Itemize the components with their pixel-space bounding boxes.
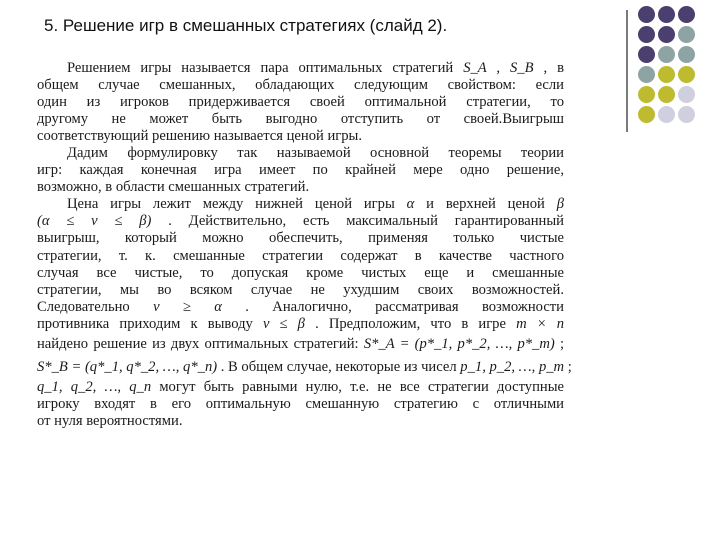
decor-dot: [638, 66, 655, 83]
math-formula: q_1, q_2, …, q_n: [37, 378, 152, 395]
title-divider: [626, 10, 628, 132]
text-segment: , в: [533, 60, 564, 76]
text-line: [37, 316, 564, 333]
math-formula: S_A , S_B: [463, 60, 534, 76]
text-line: [37, 413, 564, 430]
text-line: [37, 379, 564, 396]
text-line: [37, 77, 564, 94]
decor-dot: [638, 6, 655, 23]
text-line: [37, 299, 564, 316]
decor-dot: [678, 106, 695, 123]
math-formula: ν ≥ α: [153, 298, 222, 315]
math-formula: α: [406, 196, 415, 213]
text-segment: найдено решение из двух оптимальных стратегий:: [37, 335, 364, 352]
text-segment: Дадим формулировку так называемой основной теоремы теории: [67, 145, 564, 162]
text-line: [37, 230, 564, 247]
decor-dot: [658, 46, 675, 63]
text-segment: Следовательно: [37, 298, 154, 315]
decor-dot: [658, 66, 675, 83]
text-segment: выигрыш, который можно обеспечить, применяя только чистые: [37, 230, 564, 247]
text-segment: ;: [564, 358, 572, 375]
decor-dot: [638, 26, 655, 43]
decor-dot: [678, 86, 695, 103]
math-formula: (α ≤ ν ≤ β): [37, 213, 152, 230]
text-segment: . Аналогично, рассматривая возможности: [221, 298, 564, 315]
decor-dot: [658, 106, 675, 123]
decor-dot: [678, 66, 695, 83]
text-segment: стратегии, мы во всяком случае не ухудшим своих возможностей.: [37, 281, 564, 298]
decor-dot: [638, 86, 655, 103]
text-line: [37, 162, 564, 179]
text-line: [37, 248, 564, 265]
slide-body: [37, 60, 572, 430]
text-segment: случая все чистые, то допуская кроме чистых еще и смешанные: [37, 264, 564, 281]
text-segment: Цена игры лежит между нижней ценой игры: [67, 196, 407, 213]
text-line: [37, 128, 564, 145]
math-formula: S*_B = (q*_1, q*_2, …, q*_n): [37, 358, 218, 375]
text-line: [37, 179, 564, 196]
text-line: [37, 145, 564, 162]
text-segment: . Действительно, есть максимальный гарантированный: [151, 213, 564, 230]
text-line: [37, 60, 564, 77]
text-segment: другому не может быть выгодно отступить от своей.Выигрыш: [37, 111, 564, 128]
math-formula: m × n: [516, 315, 565, 332]
text-segment: могут быть равными нулю, т.е. не все стратегии доступные: [151, 378, 564, 395]
decor-dot: [678, 46, 695, 63]
math-formula: p_1, p_2, …, p_m: [460, 358, 565, 375]
text-segment: игр: каждая конечная игра имеет по крайней мере одно решение,: [37, 162, 564, 179]
text-segment: возможно, в области смешанных стратегий.: [37, 179, 310, 196]
text-line: [37, 111, 564, 128]
text-line: [37, 265, 564, 282]
text-segment: Решением игры называется пара оптимальных стратегий: [67, 60, 464, 76]
slide-title: 5. Решение игр в смешанных стратегиях (слайд 2).: [44, 16, 448, 35]
text-line: [37, 356, 572, 379]
text-segment: ;: [554, 335, 565, 352]
text-line: [37, 196, 564, 213]
text-segment: . Предположим, что в игре: [304, 315, 517, 332]
text-segment: от нуля вероятностями.: [37, 412, 183, 429]
text-segment: один из игроков придерживается своей оптимальной стратегии, то: [37, 94, 564, 111]
text-segment: . В общем случае, некоторые из чисел: [217, 358, 461, 375]
decor-dot: [638, 106, 655, 123]
decor-dot: [658, 26, 675, 43]
text-line: [37, 213, 564, 230]
math-formula: β: [556, 196, 564, 213]
text-segment: противника приходим к выводу: [37, 315, 263, 332]
text-line: [37, 94, 564, 111]
decor-dot: [678, 6, 695, 23]
math-formula: ν ≤ β: [262, 315, 305, 332]
text-segment: стратегии, т. к. смешанные стратегии содержат в качестве частного: [37, 247, 564, 264]
math-formula: S*_A = (p*_1, p*_2, …, p*_m): [363, 335, 555, 352]
decor-dot: [678, 26, 695, 43]
text-line: [37, 282, 564, 299]
decor-dot: [658, 6, 675, 23]
decor-dot: [638, 46, 655, 63]
text-segment: общем случае смешанных, обладающих следующим свойством: если: [37, 77, 564, 94]
text-segment: соответствующий решению называется ценой игры.: [37, 128, 363, 145]
text-segment: и верхней ценой: [414, 196, 557, 213]
text-segment: игроку входят в его оптимальную смешанную стратегию с отличными: [37, 395, 564, 412]
text-line: [37, 396, 564, 413]
text-line: [37, 333, 564, 356]
decor-dot: [658, 86, 675, 103]
